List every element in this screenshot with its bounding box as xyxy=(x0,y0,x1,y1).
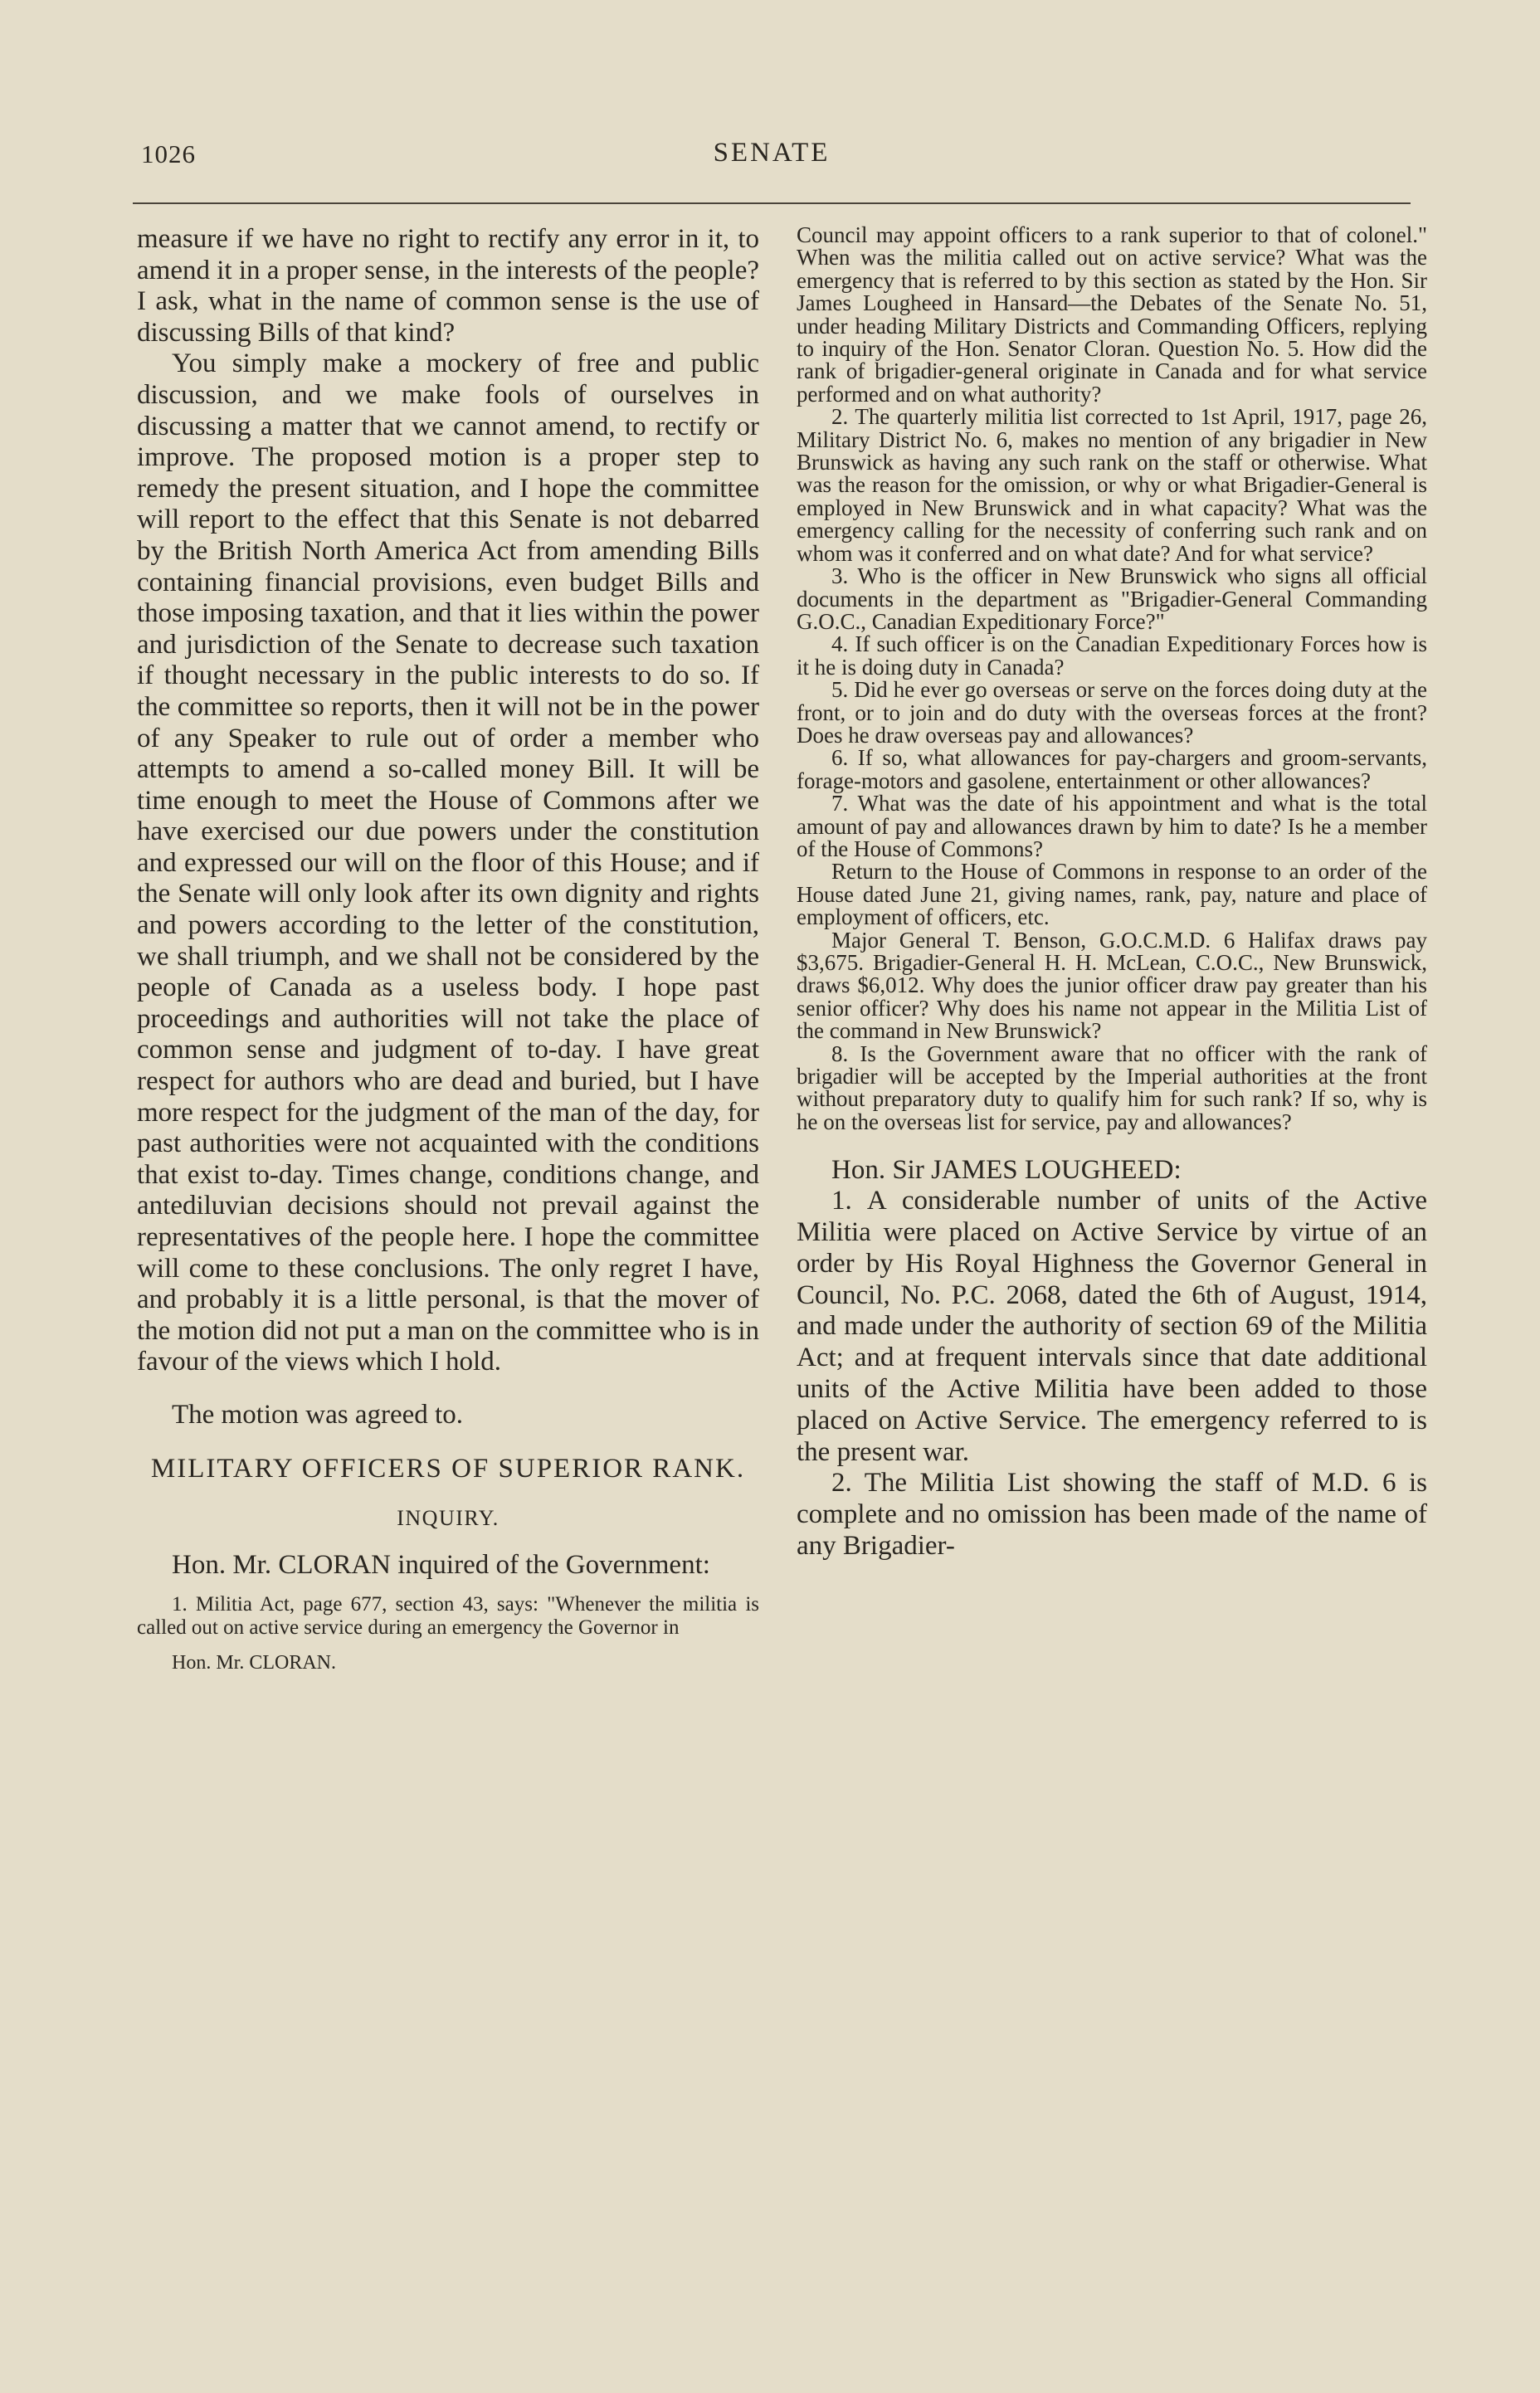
reply-speaker: Hon. Sir JAMES LOUGHEED: xyxy=(831,1155,1182,1186)
page-header xyxy=(133,134,1411,184)
question-8: 8. Is the Government aware that no officer with the rank of brigadier will be accepted by the Imperial authorities at the front without preparatory duty to qualify him for such rank? If so, why is he on the overseas list for service, pay and allowances? xyxy=(797,1041,1427,1134)
section-heading: MILITARY OFFICERS OF SUPERIOR RANK. xyxy=(150,1453,746,1484)
right-column xyxy=(797,224,1427,1562)
section-subheading: INQUIRY. xyxy=(397,1505,500,1530)
question-3: 3. Who is the officer in New Brunswick who signs all official documents in the department as "Brigadier-General Commanding G.O.C., Canadian Expeditionary Force?" xyxy=(797,563,1427,634)
question-1-continued: Council may appoint officers to a rank superior to that of colonel." When was the militia called out on active service? What was the emergency that is referred to by this section as stated by the Hon. Sir James Lougheed in Hansard—the Debates of the Senate No. 51, under heading Military Districts and Commanding Officers, replying to inquiry of the Hon. Senator Cloran. Question No. 5. How did the rank of brigadier-general originate in Canada and for what service performed and on what authority? xyxy=(797,222,1427,407)
inquiry-intro: Hon. Mr. CLORAN inquired of the Government: xyxy=(172,1550,710,1581)
left-column xyxy=(137,224,759,1674)
answer-2: 2. The Militia List showing the staff of M.D. 6 is complete and no omission has been made of the name of any Brigadier- xyxy=(797,1468,1427,1562)
benson-paragraph: Major General T. Benson, G.O.C.M.D. 6 Halifax draws pay $3,675. Brigadier-General H. H. McLean, C.O.C., New Brunswick, draws $6,012. Why does the junior officer draw pay greater than his senior officer? Why does his name not appear in the Militia List of the command in New Brunswick? xyxy=(797,927,1427,1044)
question-6: 6. If so, what allowances for pay-chargers and groom-servants, forage-motors and gasolene, entertainment or other allowances? xyxy=(797,745,1427,793)
question-7: 7. What was the date of his appointment and what is the total amount of pay and allowances drawn by him to date? Is he a member of the House of Commons? xyxy=(797,791,1427,861)
motion-result: The motion was agreed to. xyxy=(172,1399,463,1430)
question-1: 1. Militia Act, page 677, section 43, says: "Whenever the militia is called out on active service during an emergency the Governor in xyxy=(137,1592,759,1639)
answer-1: 1. A considerable number of units of the Active Militia were placed on Active Service by virtue of an order by His Royal Highness the Governor General in Council, No. P.C. 2068, dated the 6th of August, 1914, and made under the authority of section 69 of the Militia Act; and at frequent intervals since that date additional units of the Active Militia have been added to those placed on Active Service. The emergency referred to is the present war. xyxy=(797,1186,1427,1467)
return-paragraph: Return to the House of Commons in response to an order of the House dated June 21, giving names, rank, pay, nature and place of employment of officers, etc. xyxy=(797,859,1427,930)
header-rule xyxy=(133,202,1411,204)
question-2: 2. The quarterly militia list corrected to 1st April, 1917, page 26, Military District No. 6, makes no mention of any brigadier in New Brunswick as having any such rank on the staff or otherwise. What was the reason for the omission, or why or what Brigadier-General is employed in New Brunswick and in what capacity? What was the emergency calling for the necessity of conferring such rank and on whom was it conferred and on what date? And for what service? xyxy=(797,404,1427,566)
paragraph: You simply make a mockery of free and public discussion, and we make fools of ourselves in discussing a matter that we cannot amend, to rectify or improve. The proposed motion is a proper step to remedy the present situation, and I hope the committee will report to the effect that this Senate is not debarred by the British North America Act from amending Bills containing financial provisions, even budget Bills and those imposing taxation, and that it lies within the power and jurisdiction of the Senate to decrease such taxation if thought necessary in the public interests to do so. If the committee so reports, then it will not be in the power of any Speaker to rule out of order a member who attempts to amend a so-called money Bill. It will be time enough to meet the House of Commons after we have exercised our due powers under the constitution and expressed our will on the floor of this House; and if the Senate will only look after its own dignity and rights and powers according to the letter of the constitution, we shall triumph, and we shall not be considered by the people of Canada as a useless body. I hope past proceedings and authorities will not take the place of common sense and judgment of to-day. I have great respect for authors who are dead and buried, but I have more respect for the judgment of the man of the day, for past authorities were not acquainted with the conditions that exist to-day. Times change, conditions change, and antediluvian decisions should not prevail against the representatives of the people here. I hope the committee will come to these conclusions. The only regret I have, and probably it is a little personal, is that the mover of the motion did not put a man on the committee who is in favour of the views which I hold. xyxy=(137,348,759,1377)
footer-speaker: Hon. Mr. CLORAN. xyxy=(172,1651,337,1674)
running-head: SENATE xyxy=(713,138,831,168)
question-4: 4. If such officer is on the Canadian Expeditionary Forces how is it he is doing duty in Canada? xyxy=(797,631,1427,680)
page-number: 1026 xyxy=(141,139,196,168)
question-5: 5. Did he ever go overseas or serve on the forces doing duty at the front, or to join and do duty with the overseas forces at the front? Does he draw overseas pay and allowances? xyxy=(797,677,1427,748)
paragraph: measure if we have no right to rectify any error in it, to amend it in a proper sense, in the interests of the people? I ask, what in the name of common sense is the use of discussing Bills of that kind? xyxy=(137,224,759,348)
